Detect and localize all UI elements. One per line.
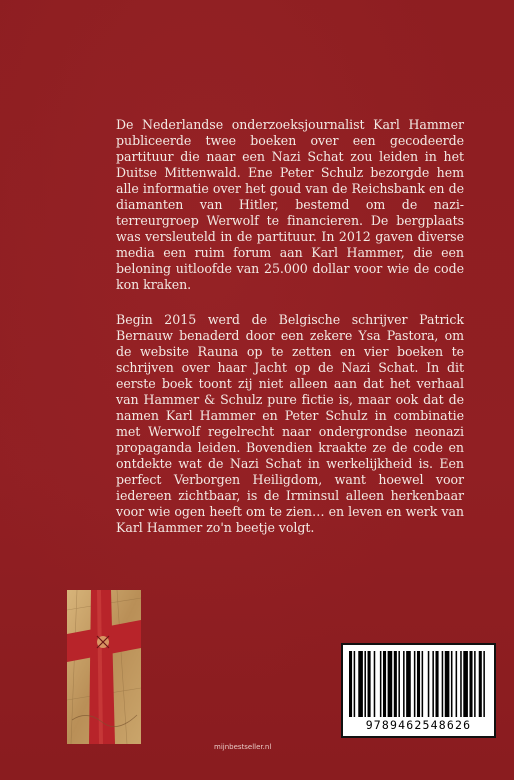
barcode-bar (414, 651, 416, 717)
barcode-bar (374, 651, 376, 717)
barcode-bar (435, 651, 438, 717)
barcode-bar (388, 651, 393, 717)
barcode-bar (456, 651, 458, 717)
barcode-bar (406, 651, 411, 717)
red-cross-picture-icon (67, 590, 141, 744)
blurb-paragraph-2: Begin 2015 werd de Belgische schrijver Patrick Bernauw benaderd door een zekere Ysa Pastora, om de website Rauna op te zetten en vier boeken te schrijven over haar Jacht op de Nazi Schat. In dit eerste boek toont zij niet alleen aan dat het verhaal van Hammer & Schulz pure fictie is, maar ook dat de namen Karl Hammer en Peter Schulz in combinatie met Werwolf regelrecht naar ondergrondse neonazi propaganda leiden. Bovendien kraakte ze de code en ontdekte wat de Nazi Schat in werkelijkheid is. Een perfect Verborgen Heiligdom, want hoewel voor iedereen zichtbaar, is de Irminsul alleen herkenbaar voor wie ogen heeft om te zien… en leven en werk van Karl Hammer zo'n beetje volgt. (116, 312, 464, 535)
isbn-number: 9789462548626 (365, 718, 472, 732)
barcode-bars (349, 651, 488, 717)
barcode-bar (417, 651, 420, 717)
publisher-name: mijnbestseller.nl (214, 743, 272, 751)
barcode-bar (479, 651, 482, 717)
barcode-bar (428, 651, 430, 717)
barcode-bar (358, 651, 363, 717)
barcode-bar (364, 651, 366, 717)
barcode-bar (463, 651, 468, 717)
barcode-bar (368, 651, 371, 717)
barcode-bar (483, 651, 485, 717)
barcode-bar (451, 651, 453, 717)
barcode-bar (380, 651, 382, 717)
barcode-bar (432, 651, 434, 717)
barcode-bar (394, 651, 397, 717)
barcode (341, 643, 496, 738)
blurb-text (116, 117, 464, 536)
barcode-bar (383, 651, 386, 717)
barcode-bar (442, 651, 444, 717)
blurb-paragraph-1: De Nederlandse onderzoeksjournalist Karl Hammer publiceerde twee boeken over een gecodeerde partituur die naar een Nazi Schat zou leiden in het Duitse Mittenwald. Ene Peter Schulz bezorgde hem alle informatie over het goud van de Reichsbank en de diamanten van Hitler, bestemd om de nazi-terreurgroep Werwolf te financieren. De bergplaats was versleuteld in de partituur. In 2012 gaven diverse media een ruim forum aan Karl Hammer, die een beloning uitloofde van 25.000 dollar voor wie de code kon kraken. (116, 117, 464, 292)
barcode-bar (398, 651, 400, 717)
barcode-bar (469, 651, 472, 717)
barcode-bar (354, 651, 356, 717)
barcode-bar (422, 651, 424, 717)
barcode-bar (403, 651, 405, 717)
barcode-bar (349, 651, 352, 717)
barcode-bar (460, 651, 462, 717)
barcode-bar (474, 651, 476, 717)
barcode-bar (445, 651, 450, 717)
